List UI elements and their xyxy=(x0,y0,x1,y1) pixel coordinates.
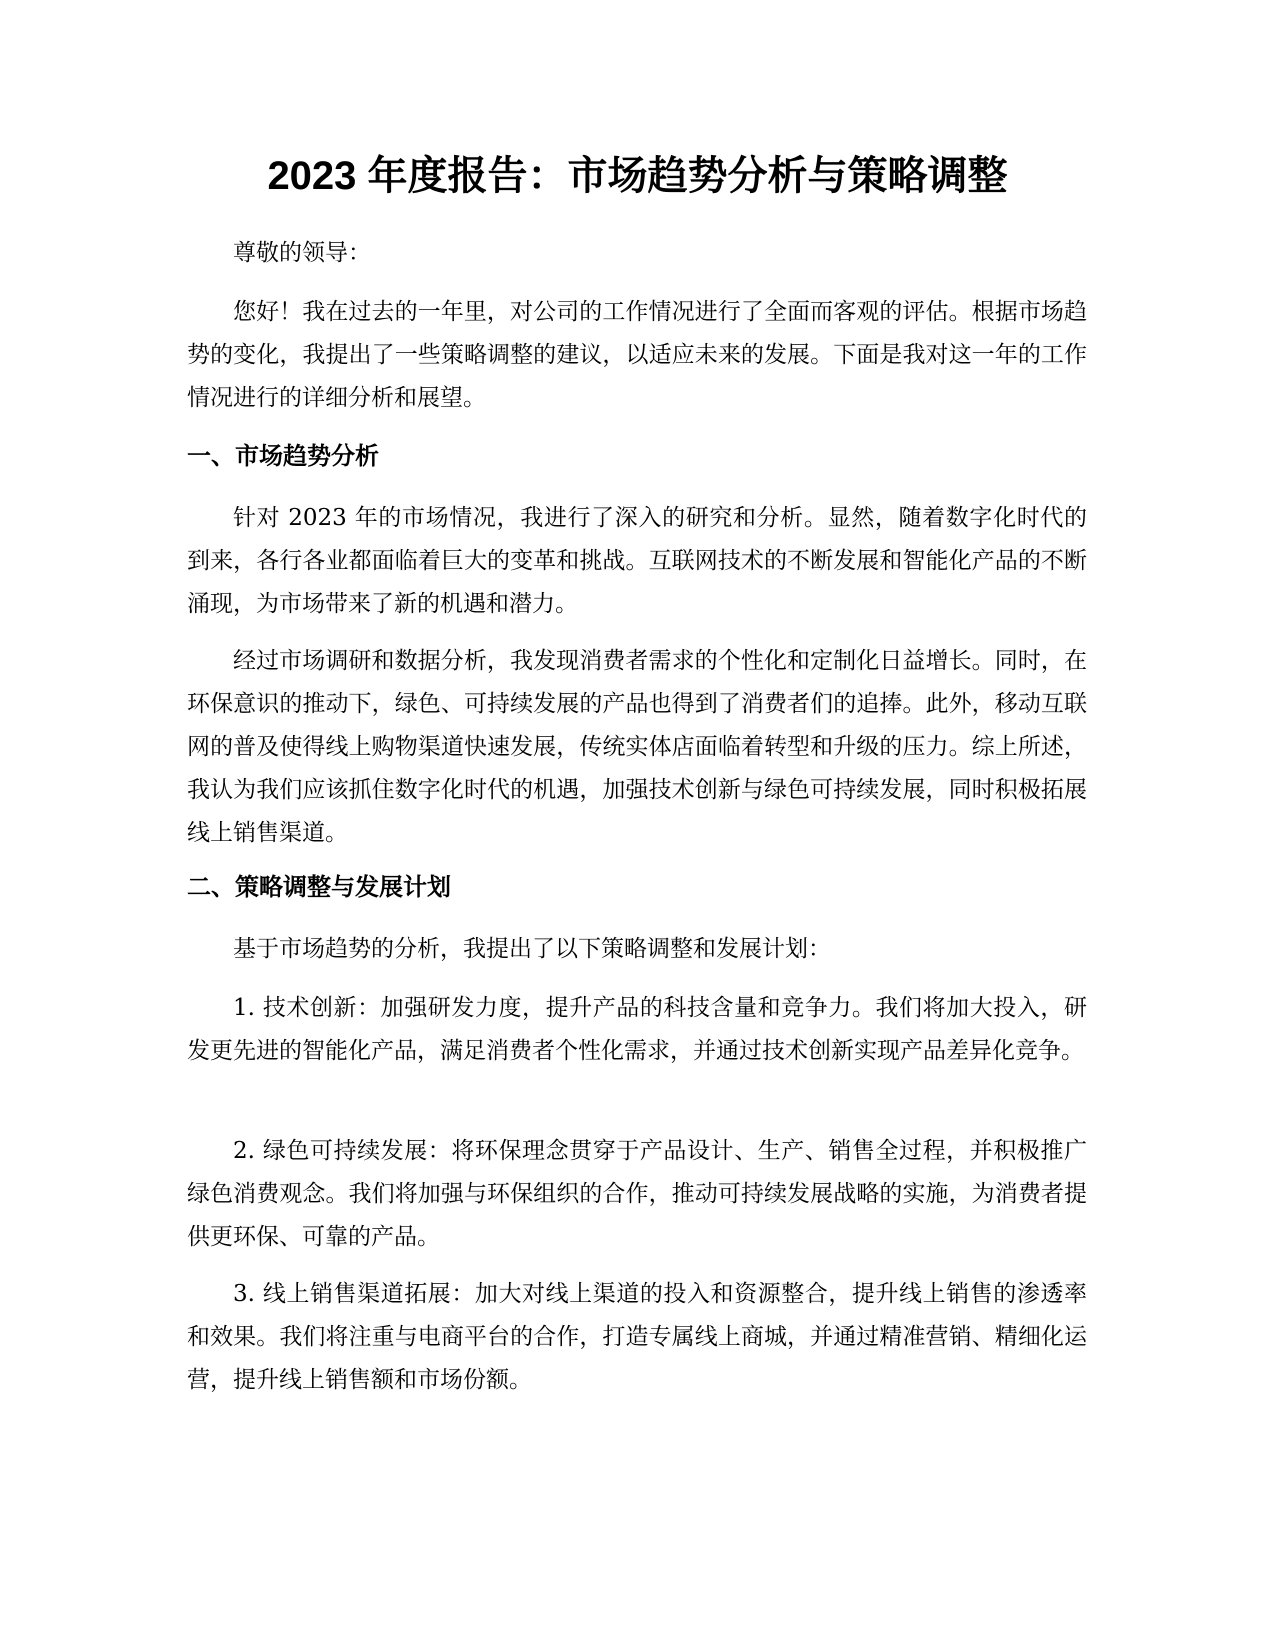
document-title: 2023 年度报告：市场趋势分析与策略调整 xyxy=(267,154,1008,198)
intro-paragraph: 您好！我在过去的一年里，对公司的工作情况进行了全面而客观的评估。根据市场趋势的变化，我提出了一些策略调整的建议，以适应未来的发展。下面是我对这一年的工作情况进行的详细分析和展望。 xyxy=(187,299,1087,411)
section-heading-strategy: 二、策略调整与发展计划 xyxy=(187,873,451,901)
strategy-item-tech-innovation: 1. 技术创新：加强研发力度，提升产品的科技含量和竞争力。我们将加大投入，研发更先进的智能化产品，满足消费者个性化需求，并通过技术创新实现产品差异化竞争。 xyxy=(187,995,1087,1064)
section-heading-market-trends: 一、市场趋势分析 xyxy=(187,442,379,470)
strategy-item-online-channels: 3. 线上销售渠道拓展：加大对线上渠道的投入和资源整合，提升线上销售的渗透率和效果。我们将注重与电商平台的合作，打造专属线上商城，并通过精准营销、精细化运营，提升线上销售额和市场份额。 xyxy=(187,1281,1087,1393)
market-trends-paragraph-2: 经过市场调研和数据分析，我发现消费者需求的个性化和定制化日益增长。同时，在环保意识的推动下，绿色、可持续发展的产品也得到了消费者们的追捧。此外，移动互联网的普及使得线上购物渠道快速发展，传统实体店面临着转型和升级的压力。综上所述，我认为我们应该抓住数字化时代的机遇，加强技术创新与绿色可持续发展，同时积极拓展线上销售渠道。 xyxy=(187,648,1087,846)
strategy-intro-paragraph: 基于市场趋势的分析，我提出了以下策略调整和发展计划： xyxy=(233,936,831,962)
market-trends-paragraph-1: 针对 2023 年的市场情况，我进行了深入的研究和分析。显然，随着数字化时代的到来，各行各业都面临着巨大的变革和挑战。互联网技术的不断发展和智能化产品的不断涌现，为市场带来了新的机遇和潜力。 xyxy=(187,505,1087,617)
strategy-item-green-development: 2. 绿色可持续发展：将环保理念贯穿于产品设计、生产、销售全过程，并积极推广绿色消费观念。我们将加强与环保组织的合作，推动可持续发展战略的实施，为消费者提供更环保、可靠的产品。 xyxy=(187,1138,1087,1250)
salutation: 尊敬的领导： xyxy=(233,240,371,266)
